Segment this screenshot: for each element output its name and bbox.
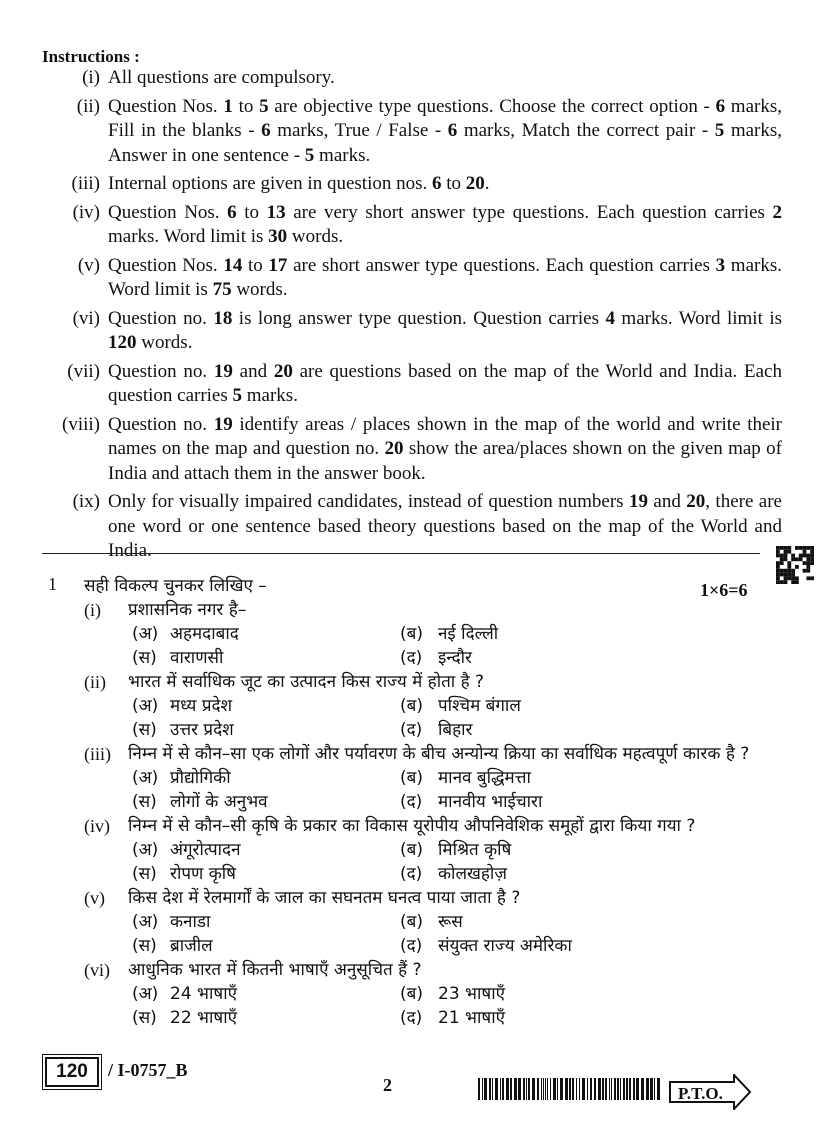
bold-value: 19 bbox=[628, 491, 648, 512]
bold-value: 1 bbox=[223, 95, 233, 117]
text-segment: words. bbox=[136, 332, 193, 353]
sub-question-text: किस देश में रेलमार्गों के जाल का सघनतम घनत्व पाया जाता है ? bbox=[128, 888, 521, 908]
sub-question bbox=[84, 958, 784, 1030]
instruction-number: (iii) bbox=[71, 173, 100, 194]
instruction-item bbox=[42, 307, 782, 356]
text-segment: show the area/places shown on the given map of India and attach them in the answer book. bbox=[108, 438, 782, 484]
text-segment: marks, Fill in the blanks - bbox=[108, 95, 782, 141]
instruction-item bbox=[42, 66, 782, 91]
instructions-list bbox=[42, 66, 782, 568]
options bbox=[132, 766, 784, 814]
sub-question-number: (vi) bbox=[84, 960, 110, 980]
option-text: ब्राजील bbox=[170, 936, 213, 956]
option bbox=[400, 982, 700, 1006]
option bbox=[400, 910, 700, 934]
option-label: (स) bbox=[132, 792, 157, 812]
option-label: (द) bbox=[400, 648, 423, 668]
sub-question-text: भारत में सर्वाधिक जूट का उत्पादन किस राज्य में होता है ? bbox=[128, 672, 485, 692]
option bbox=[132, 982, 400, 1006]
instruction-text bbox=[108, 413, 782, 487]
option-text: 22 भाषाएँ bbox=[170, 1008, 238, 1028]
option bbox=[400, 766, 700, 790]
option-text: कनाडा bbox=[170, 912, 211, 932]
bold-value: 5 bbox=[232, 385, 243, 406]
option-text: उत्तर प्रदेश bbox=[170, 720, 234, 740]
option-text: लोगों के अनुभव bbox=[170, 792, 268, 812]
text-segment: words. bbox=[231, 279, 288, 300]
option bbox=[132, 790, 400, 814]
option bbox=[400, 862, 700, 886]
option-label: (अ) bbox=[132, 624, 159, 644]
instruction-number: (viii) bbox=[62, 413, 100, 435]
text-segment: marks, Match the correct pair - bbox=[457, 120, 715, 141]
pto-label: P.T.O. bbox=[678, 1084, 723, 1103]
option-label: (स) bbox=[132, 720, 157, 740]
text-segment: Question no. bbox=[108, 307, 214, 329]
option bbox=[400, 694, 700, 718]
option-label: (अ) bbox=[132, 840, 159, 860]
option bbox=[400, 622, 700, 646]
bold-value: 20 bbox=[465, 173, 485, 194]
instruction-text bbox=[108, 201, 782, 250]
instruction-number: (i) bbox=[82, 67, 100, 88]
option bbox=[132, 910, 400, 934]
option bbox=[132, 862, 400, 886]
option-text: पश्चिम बंगाल bbox=[438, 696, 521, 716]
option-text: अंगूरोत्पादन bbox=[170, 840, 241, 860]
sub-questions bbox=[84, 598, 784, 1030]
text-segment: Question Nos. bbox=[108, 95, 224, 117]
option bbox=[400, 718, 700, 742]
section-divider bbox=[42, 553, 760, 554]
bold-value: 120 bbox=[108, 332, 137, 353]
option-label: (द) bbox=[400, 720, 423, 740]
sub-question-number: (v) bbox=[84, 888, 105, 908]
bold-value: 30 bbox=[268, 226, 288, 247]
instruction-item bbox=[42, 254, 782, 303]
instruction-number: (vi) bbox=[72, 307, 100, 329]
text-segment: marks. Word limit is bbox=[614, 307, 782, 329]
bold-value: 17 bbox=[268, 254, 288, 276]
option-label: (अ) bbox=[132, 768, 159, 788]
bold-value: 20 bbox=[686, 491, 706, 512]
bold-value: 20 bbox=[273, 360, 293, 382]
sub-question bbox=[84, 742, 784, 814]
instruction-text bbox=[108, 360, 782, 409]
options bbox=[132, 982, 784, 1030]
bold-value: 5 bbox=[304, 144, 315, 166]
instruction-item bbox=[42, 360, 782, 409]
instruction-item bbox=[42, 95, 782, 169]
instruction-number: (ix) bbox=[72, 491, 100, 512]
option-text: वाराणसी bbox=[170, 648, 224, 668]
option-text: नई दिल्ली bbox=[438, 624, 499, 644]
instruction-item bbox=[42, 201, 782, 250]
option-label: (स) bbox=[132, 936, 157, 956]
sub-question bbox=[84, 598, 784, 670]
text-segment: marks. Word limit is bbox=[108, 226, 269, 247]
bold-value: 6 bbox=[447, 120, 458, 141]
option-text: मानव बुद्धिमत्ता bbox=[438, 768, 531, 788]
option bbox=[132, 838, 400, 862]
text-segment: are short answer type questions. Each question carries bbox=[287, 254, 716, 276]
instruction-number: (iv) bbox=[72, 201, 100, 223]
option-label: (ब) bbox=[400, 912, 423, 932]
option-label: (ब) bbox=[400, 984, 423, 1004]
instruction-number: (v) bbox=[77, 254, 100, 276]
instruction-text bbox=[108, 172, 782, 197]
options bbox=[132, 910, 784, 958]
text-segment: to bbox=[441, 173, 466, 194]
instruction-text bbox=[108, 66, 782, 91]
instruction-text bbox=[108, 307, 782, 356]
option-text: प्रौद्योगिकी bbox=[170, 768, 231, 788]
option bbox=[400, 1006, 700, 1030]
bold-value: 4 bbox=[605, 307, 615, 329]
option-text: बिहार bbox=[438, 720, 473, 740]
option bbox=[132, 718, 400, 742]
option-label: (अ) bbox=[132, 696, 159, 716]
instruction-number: (vii) bbox=[67, 360, 100, 382]
text-segment: to bbox=[242, 254, 269, 276]
sub-question-text: निम्न में से कौन–सी कृषि के प्रकार का विकास यूरोपीय औपनिवेशिक समूहों द्वारा किया गया ? bbox=[128, 816, 696, 836]
options bbox=[132, 622, 784, 670]
page-number: 2 bbox=[383, 1075, 392, 1095]
option-text: कोलखहोज़ bbox=[438, 864, 507, 884]
option-text: इन्दौर bbox=[438, 648, 472, 668]
instruction-item bbox=[42, 413, 782, 487]
option bbox=[132, 694, 400, 718]
text-segment: marks, True / False - bbox=[270, 120, 448, 141]
bold-value: 14 bbox=[223, 254, 243, 276]
bold-value: 6 bbox=[261, 120, 271, 141]
sub-question-text: प्रशासनिक नगर है– bbox=[128, 600, 247, 620]
option bbox=[400, 790, 700, 814]
option-text: रूस bbox=[438, 912, 463, 932]
bold-value: 3 bbox=[715, 254, 726, 276]
text-segment: Only for visually impaired candidates, instead of question numbers bbox=[108, 491, 629, 512]
sub-question bbox=[84, 886, 784, 958]
text-segment: Question Nos. bbox=[108, 201, 228, 223]
text-segment: and bbox=[647, 491, 687, 512]
bold-value: 6 bbox=[227, 201, 237, 223]
text-segment: is long answer type question. Question carries bbox=[232, 307, 606, 329]
option bbox=[400, 838, 700, 862]
text-segment: All questions are compulsory. bbox=[108, 67, 335, 88]
text-segment: . bbox=[484, 173, 490, 194]
text-segment: words. bbox=[287, 226, 344, 247]
option-text: मध्य प्रदेश bbox=[170, 696, 233, 716]
text-segment: marks, Answer in one sentence - bbox=[108, 120, 782, 166]
sub-question-number: (ii) bbox=[84, 672, 106, 692]
option-label: (स) bbox=[132, 648, 157, 668]
option bbox=[132, 766, 400, 790]
option-label: (द) bbox=[400, 936, 423, 956]
option-label: (स) bbox=[132, 864, 157, 884]
instruction-text bbox=[108, 254, 782, 303]
option-label: (ब) bbox=[400, 768, 423, 788]
bold-value: 5 bbox=[714, 120, 725, 141]
option-text: 24 भाषाएँ bbox=[170, 984, 238, 1004]
bold-value: 6 bbox=[432, 173, 442, 194]
option bbox=[132, 934, 400, 958]
option-label: (द) bbox=[400, 792, 423, 812]
option-label: (द) bbox=[400, 1008, 423, 1028]
bold-value: 2 bbox=[772, 201, 782, 223]
sub-question-text: आधुनिक भारत में कितनी भाषाएँ अनुसूचित हैं ? bbox=[128, 960, 422, 980]
option bbox=[132, 646, 400, 670]
text-segment: are questions based on the map of the World and India. Each question carries bbox=[108, 360, 782, 406]
option-label: (ब) bbox=[400, 696, 423, 716]
option-text: अहमदाबाद bbox=[170, 624, 239, 644]
bold-value: 13 bbox=[266, 201, 286, 223]
text-segment: marks. Word limit is bbox=[108, 254, 782, 300]
text-segment: Question no. bbox=[108, 360, 214, 382]
text-segment: Internal options are given in question nos. bbox=[108, 173, 432, 194]
option-text: मानवीय भाईचारा bbox=[438, 792, 543, 812]
option bbox=[132, 1006, 400, 1030]
instruction-text bbox=[108, 95, 782, 169]
option-label: (द) bbox=[400, 864, 423, 884]
sub-question bbox=[84, 670, 784, 742]
option-text: संयुक्त राज्य अमेरिका bbox=[438, 936, 572, 956]
bold-value: 5 bbox=[259, 95, 269, 117]
option-text: 21 भाषाएँ bbox=[438, 1008, 506, 1028]
bold-value: 6 bbox=[715, 95, 726, 117]
option-text: 23 भाषाएँ bbox=[438, 984, 506, 1004]
text-segment: identify areas / places shown in the map of the world and write their names on the map and question no. bbox=[108, 413, 783, 459]
question-number: 1 bbox=[48, 574, 57, 594]
total-marks-box: 120 bbox=[45, 1057, 99, 1087]
option-label: (अ) bbox=[132, 984, 159, 1004]
options bbox=[132, 694, 784, 742]
option bbox=[400, 646, 700, 670]
bold-value: 18 bbox=[213, 307, 233, 329]
text-segment: Question no. bbox=[108, 413, 214, 435]
paper-code: / I-0757_B bbox=[108, 1060, 188, 1080]
barcode-icon bbox=[478, 1078, 660, 1100]
option-text: मिश्रित कृषि bbox=[438, 840, 512, 860]
text-segment: , there are one word or one sentence based theory questions based on the map of the World and India. bbox=[108, 491, 782, 561]
text-segment: marks. bbox=[314, 144, 371, 166]
bold-value: 19 bbox=[213, 413, 233, 435]
option-text: रोपण कृषि bbox=[170, 864, 236, 884]
question-prompt: सही विकल्प चुनकर लिखिए – bbox=[84, 576, 267, 596]
question-1 bbox=[84, 574, 784, 1030]
sub-question-number: (iv) bbox=[84, 816, 110, 836]
option-label: (स) bbox=[132, 1008, 157, 1028]
option-label: (अ) bbox=[132, 912, 159, 932]
question-marks: 1×6=6 bbox=[700, 580, 748, 600]
sub-question-text: निम्न में से कौन–सा एक लोगों और पर्यावरण के बीच अन्योन्य क्रिया का सर्वाधिक महत्वपूर्ण कारक है ? bbox=[128, 744, 750, 764]
bold-value: 20 bbox=[384, 438, 404, 459]
text-segment: to bbox=[232, 95, 260, 117]
sub-question bbox=[84, 814, 784, 886]
bold-value: 75 bbox=[212, 279, 232, 300]
option bbox=[400, 934, 700, 958]
text-segment: Question Nos. bbox=[108, 254, 224, 276]
sub-question-number: (iii) bbox=[84, 744, 111, 764]
text-segment: and bbox=[232, 360, 274, 382]
text-segment: are very short answer type questions. Each question carries bbox=[285, 201, 773, 223]
instructions-heading: Instructions : bbox=[42, 47, 140, 66]
option-label: (ब) bbox=[400, 624, 423, 644]
instruction-item bbox=[42, 172, 782, 197]
text-segment: to bbox=[236, 201, 267, 223]
option bbox=[132, 622, 400, 646]
option-label: (ब) bbox=[400, 840, 423, 860]
text-segment: marks. bbox=[242, 385, 298, 406]
text-segment: are objective type questions. Choose the correct option - bbox=[268, 95, 716, 117]
options bbox=[132, 838, 784, 886]
sub-question-number: (i) bbox=[84, 600, 101, 620]
instruction-number: (ii) bbox=[76, 95, 100, 117]
bold-value: 19 bbox=[213, 360, 233, 382]
